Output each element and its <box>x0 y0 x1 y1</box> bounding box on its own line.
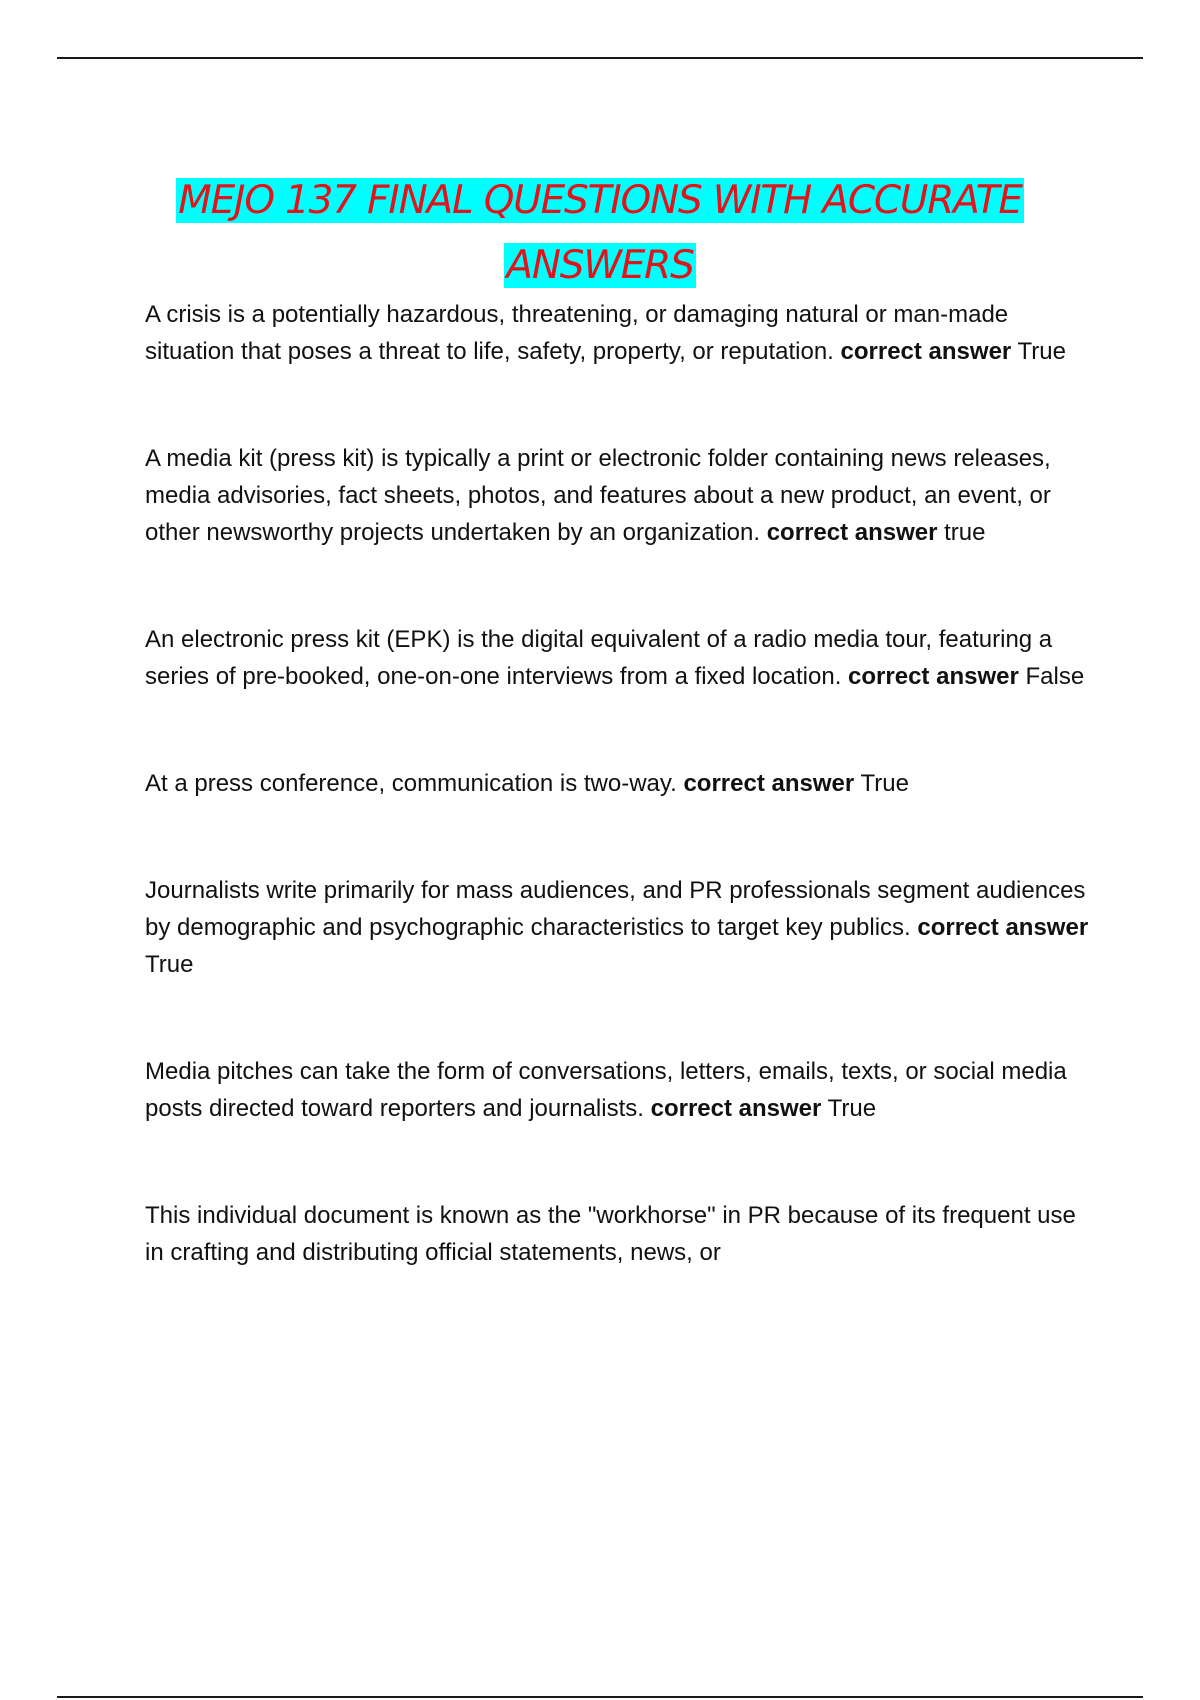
answer-value: False <box>1025 663 1085 690</box>
answer-value: true <box>944 519 986 546</box>
question-item <box>145 872 1100 983</box>
answer-value: True <box>145 951 194 978</box>
question-text: Journalists write primarily for mass audiences, and PR professionals segment audiences by demographic and psychographic characteristics to target key publics. <box>145 877 1086 941</box>
correct-answer-label: correct answer <box>917 914 1089 941</box>
trailing-question-text: This individual document is known as the "workhorse" in PR because of its frequent use in crafting and distributing official statements, news, or <box>145 1202 1076 1266</box>
question-item <box>145 440 1100 551</box>
answer-value: True <box>827 1095 877 1122</box>
question-list <box>145 296 1100 1271</box>
correct-answer-label: correct answer <box>848 663 1019 690</box>
answer-value: True <box>1017 338 1066 365</box>
top-horizontal-rule <box>57 57 1143 59</box>
question-item <box>145 621 1100 695</box>
question-item <box>145 296 1100 370</box>
correct-answer-label: correct answer <box>650 1095 822 1122</box>
question-text: A media kit (press kit) is typically a print or electronic folder containing news releases, media advisories, fact sheets, photos, and features about a new product, an event, or other newsworthy projects undertaken by an organization. <box>145 445 1051 546</box>
bottom-horizontal-rule <box>57 1696 1143 1698</box>
correct-answer-label: correct answer <box>840 338 1012 365</box>
question-text: A crisis is a potentially hazardous, threatening, or damaging natural or man-made situation that poses a threat to life, safety, property, or reputation. <box>145 301 1009 365</box>
document-title-text: MEJO 137 FINAL QUESTIONS WITH ACCURATE ANSWERS <box>178 178 1022 288</box>
answer-value: True <box>860 770 909 797</box>
question-item <box>145 765 1100 802</box>
correct-answer-label: correct answer <box>766 519 938 546</box>
question-text: At a press conference, communication is two-way. <box>145 770 677 797</box>
correct-answer-label: correct answer <box>683 770 855 797</box>
question-text: Media pitches can take the form of conversations, letters, emails, texts, or social media posts directed toward reporters and journalists. <box>145 1058 1067 1122</box>
question-text: An electronic press kit (EPK) is the digital equivalent of a radio media tour, featuring a series of pre-booked, one-on-one interviews from a fixed location. <box>145 626 1053 690</box>
question-item <box>145 1053 1100 1127</box>
document-title <box>100 168 1100 298</box>
